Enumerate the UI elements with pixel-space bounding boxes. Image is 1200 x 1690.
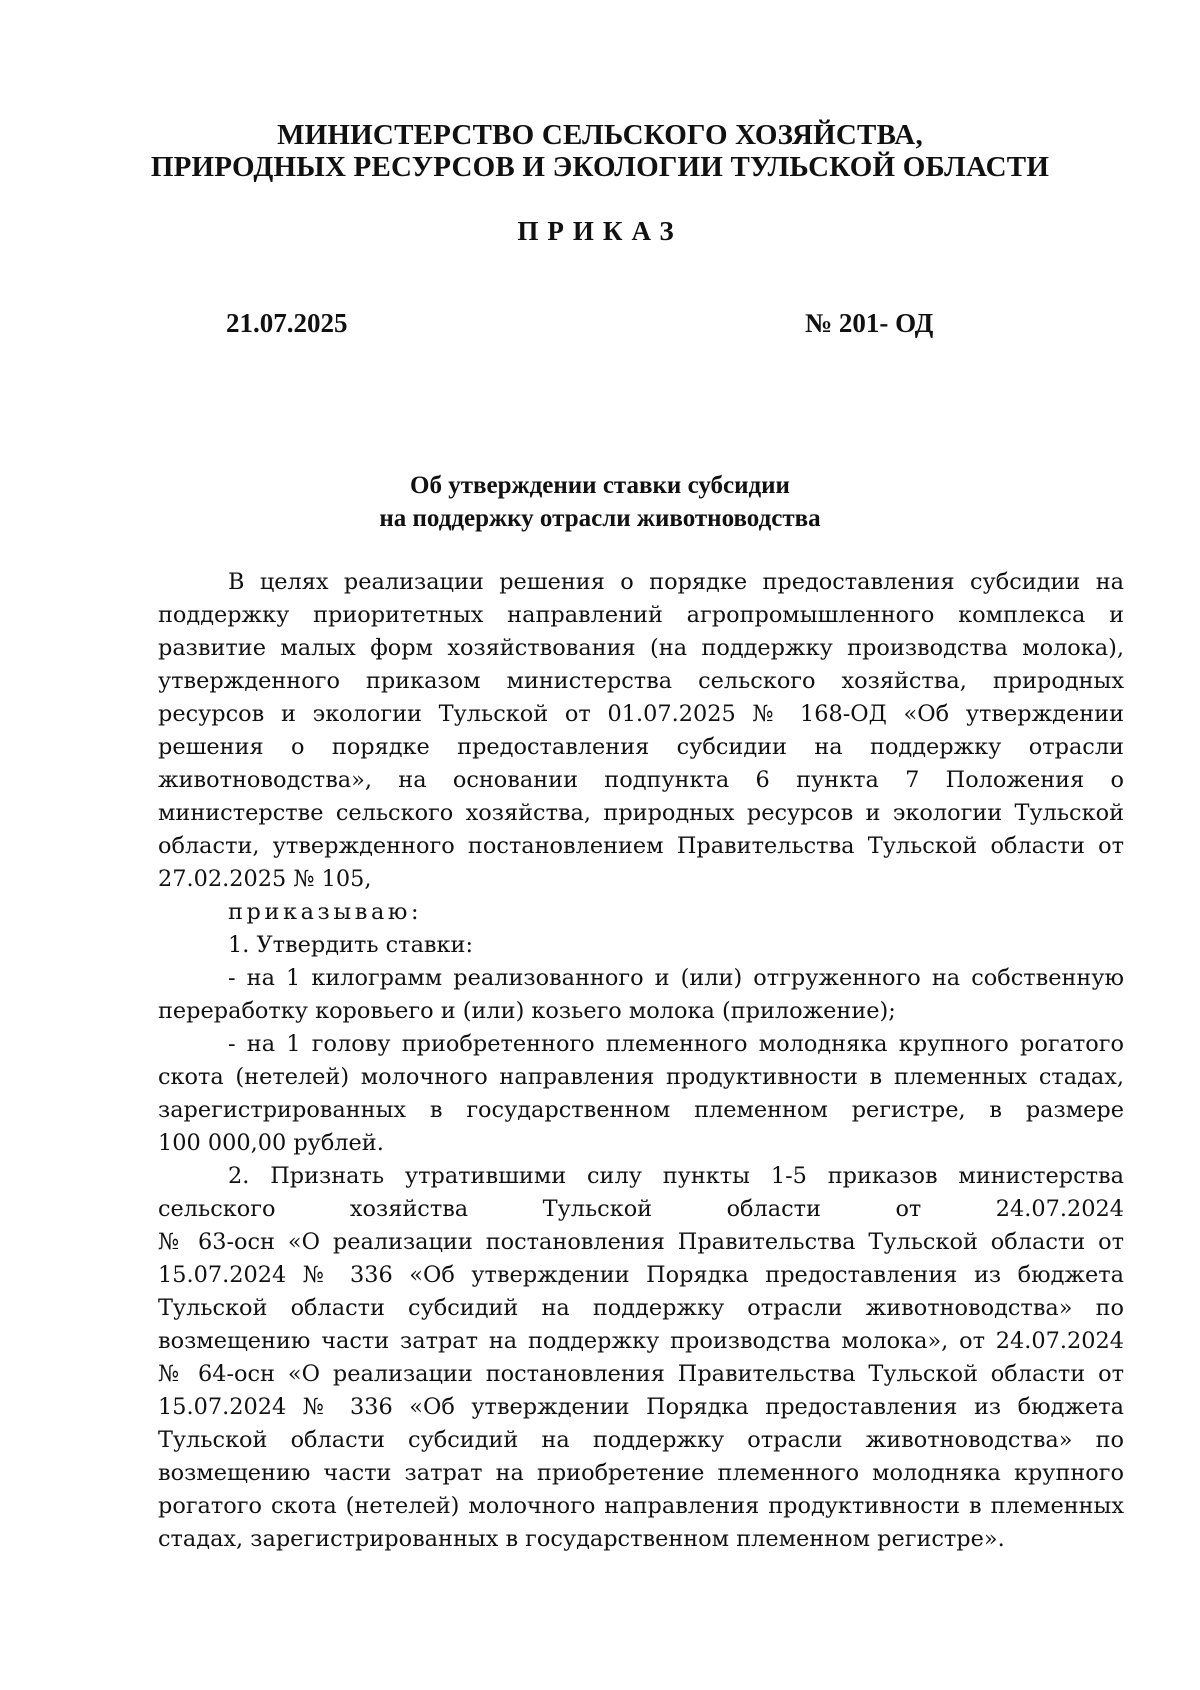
body-line: утвержденного приказом министерства сельского хозяйства, природных [158,668,1124,694]
document-type: ПРИКАЗ [517,216,683,246]
body-line: зарегистрированных в государственном племенном регистре, в размере [158,1097,1124,1123]
body-line: 100 000,00 рублей. [158,1130,384,1156]
body-line: № 63-осн «О реализации постановления Правительства Тульской области от [158,1229,1124,1255]
ministry-name-line2: ПРИРОДНЫХ РЕСУРСОВ И ЭКОЛОГИИ ТУЛЬСКОЙ ОБЛАСТИ [150,151,1050,183]
body-line: области, утвержденного постановлением Правительства Тульской области от [158,833,1124,859]
body-line: возмещению части затрат на приобретение племенного молодняка крупного [158,1460,1124,1486]
body-line: - на 1 килограмм реализованного и (или) отгруженного на собственную [228,965,1124,991]
body-line: 15.07.2024 № 336 «Об утверждении Порядка предоставления из бюджета [158,1262,1124,1288]
body-line: - на 1 голову приобретенного племенного молодняка крупного рогатого [228,1031,1124,1057]
body-line: министерстве сельского хозяйства, природных ресурсов и экологии Тульской [158,800,1124,826]
subject-line1: Об утверждении ставки субсидии [410,472,790,499]
decree-word: приказываю: [228,899,423,925]
body-line: развитие малых форм хозяйствования (на поддержку производства молока), [158,635,1124,661]
body-line: рогатого скота (нетелей) молочного направления продуктивности в племенных [158,1493,1124,1519]
subject-line2: на поддержку отрасли животноводства [379,505,821,532]
body-line: поддержку приоритетных направлений агропромышленного комплекса и [158,602,1124,628]
body-line: В целях реализации решения о порядке предоставления субсидии на [228,569,1124,595]
body-line: животноводства», на основании подпункта 6 пункта 7 Положения о [158,767,1124,793]
body-line: сельского хозяйства Тульской области от 24.07.2024 [158,1196,1124,1222]
body-line: Тульской области субсидий на поддержку отрасли животноводства» по [158,1295,1124,1321]
body-line: переработку коровьего и (или) козьего молока (приложение); [158,998,896,1024]
body-line: 27.02.2025 № 105, [158,866,372,892]
body-line: стадах, зарегистрированных в государственном племенном регистре». [158,1526,1005,1552]
body-line: 15.07.2024 № 336 «Об утверждении Порядка предоставления из бюджета [158,1394,1124,1420]
body-line: ресурсов и экологии Тульской от 01.07.2025 № 168-ОД «Об утверждении [158,701,1124,727]
body-line: скота (нетелей) молочного направления продуктивности в племенных стадах, [158,1064,1124,1090]
document-date: 21.07.2025 [226,308,348,338]
clause-2-start: 2. Признать утратившими силу пункты 1-5 приказов министерства [228,1163,1124,1189]
body-line: Тульской области субсидий на поддержку отрасли животноводства» по [158,1427,1124,1453]
clause-1-heading: 1. Утвердить ставки: [228,932,473,958]
body-line: решения о порядке предоставления субсидии на поддержку отрасли [158,734,1124,760]
ministry-name-line1: МИНИСТЕРСТВО СЕЛЬСКОГО ХОЗЯЙСТВА, [277,119,923,151]
body-line: возмещению части затрат на поддержку производства молока», от 24.07.2024 [158,1328,1124,1354]
document-number: № 201- ОД [805,308,934,338]
body-line: № 64-осн «О реализации постановления Правительства Тульской области от [158,1361,1124,1387]
